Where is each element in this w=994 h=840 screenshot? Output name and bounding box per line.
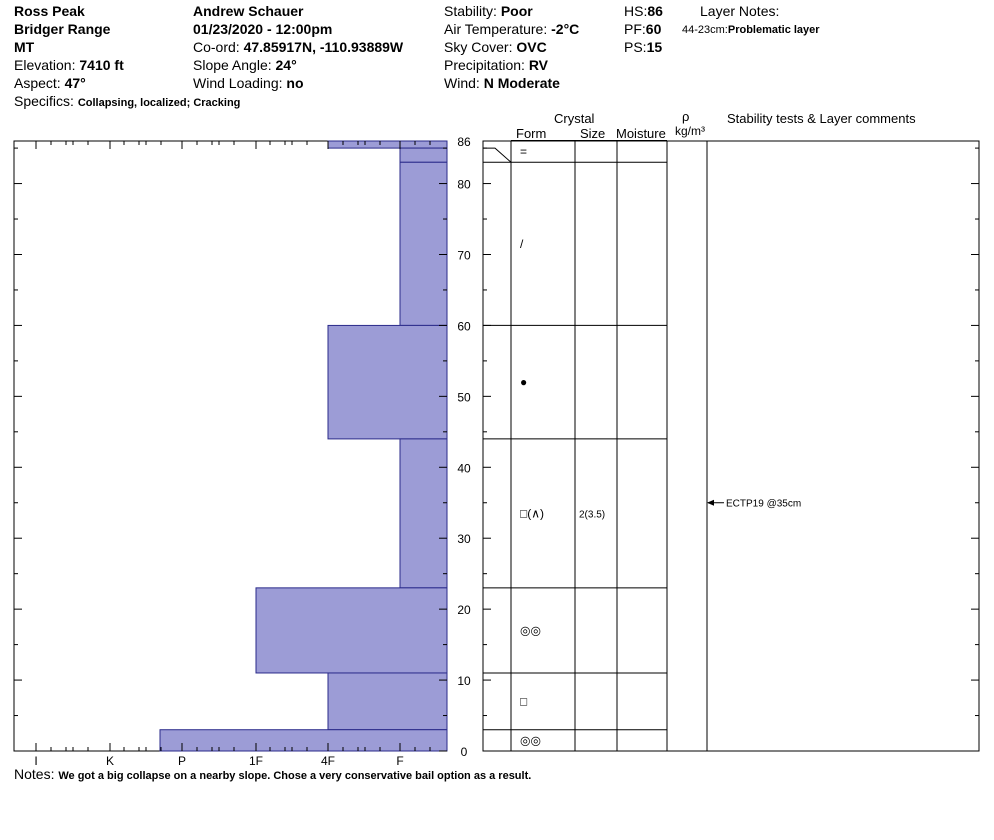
sky-cover-label: Sky Cover: [444,39,517,55]
layer-grain-form: □(∧) [520,506,545,521]
air-temp-value: -2°C [551,21,580,37]
hardness-tick-label: 1F [248,754,264,768]
hardness-bar [256,588,447,673]
hardness-bar [328,325,447,438]
coord-value: 47.85917N, -110.93889W [243,39,404,55]
wind-label: Wind: [444,75,484,91]
wind-loading-value: no [286,75,304,91]
elevation-value: 7410 ft [79,57,124,73]
depth-tick-label: 86 [457,135,471,149]
ps-value: 15 [646,39,663,55]
hardness-bar [160,730,447,751]
depth-tick-label: 80 [457,177,471,192]
hs-value: 86 [647,3,663,19]
notes-text: We got a big collapse on a nearby slope. Chose a very conservative bail option as a result. [58,770,532,782]
depth-tick-label: 30 [457,532,471,547]
hardness-tick-label: I [34,754,38,768]
layer-notes-label: Layer Notes: [700,3,780,19]
air-temp-label: Air Temperature: [444,21,552,37]
test-arrow-head [707,500,714,506]
hardness-tick-label: 4F [320,754,336,768]
hardness-bar [400,439,447,588]
stability-test-label: ECTP19 @35cm [726,498,802,510]
layer-grain-form: ◎◎ [520,733,541,748]
layer-grain-form: / [520,236,524,251]
hardness-bar [328,673,447,730]
moisture-header: Moisture [616,126,666,141]
hardness-bar [328,141,447,148]
hs-label: HS: [624,3,648,19]
hardness-tick-label: F [396,754,404,768]
depth-tick-label: 40 [457,461,471,476]
sky-cover-value: OVC [516,39,547,55]
aspect-value: 47° [64,75,86,91]
notes-field [14,766,531,785]
depth-tick-label: 70 [457,248,471,263]
range-name: Bridger Range [14,21,111,37]
depth-tick-label: 10 [457,674,471,689]
layer-table-frame [483,141,979,751]
notes-label: Notes: [14,766,59,782]
layer-connector-line [483,148,511,162]
pf-value: 60 [645,21,662,37]
coord-label: Co-ord: [193,39,244,55]
hardness-bar [400,162,447,325]
layer-grain-form: = [520,144,528,159]
state-name: MT [14,39,35,55]
layer-grain-form: □ [520,694,528,709]
aspect-label: Aspect: [14,75,65,91]
layer-note-text: Problematic layer [727,24,820,36]
hardness-bar [400,148,447,162]
form-header: Form [516,126,547,141]
slope-label: Slope Angle: [193,57,276,73]
wind-value: N Moderate [483,75,560,91]
depth-tick-label: 50 [457,390,471,405]
specifics-label: Specifics: [14,93,78,109]
size-header: Size [580,126,606,141]
layer-note-depth: 44-23cm: [682,24,728,36]
slope-value: 24° [275,57,297,73]
crystal-header: Crystal [554,111,595,126]
specifics-value: Collapsing, localized; Cracking [77,97,241,109]
stability-value: Poor [500,3,533,19]
density-symbol: ρ [682,109,690,124]
precip-value: RV [528,57,549,73]
density-unit: kg/m³ [675,124,705,138]
stability-label: Stability: [444,3,501,19]
location-name: Ross Peak [14,3,85,19]
depth-tick-label: 0 [460,745,468,759]
hardness-tick-label: P [177,754,187,768]
hardness-tick-label: K [105,754,115,768]
layer-grain-form: ● [520,375,528,390]
wind-loading-label: Wind Loading: [193,75,287,91]
depth-tick-label: 20 [457,603,471,618]
date-time: 01/23/2020 - 12:00pm [193,21,333,37]
elevation-label: Elevation: [14,57,80,73]
precip-label: Precipitation: [444,57,529,73]
pf-label: PF: [624,21,646,37]
stability-tests-header: Stability tests & Layer comments [727,111,916,126]
ps-label: PS: [624,39,647,55]
layer-grain-size: 2(3.5) [579,509,606,521]
observer-name: Andrew Schauer [193,3,304,19]
depth-tick-label: 60 [457,319,471,334]
layer-grain-form: ◎◎ [520,623,541,638]
